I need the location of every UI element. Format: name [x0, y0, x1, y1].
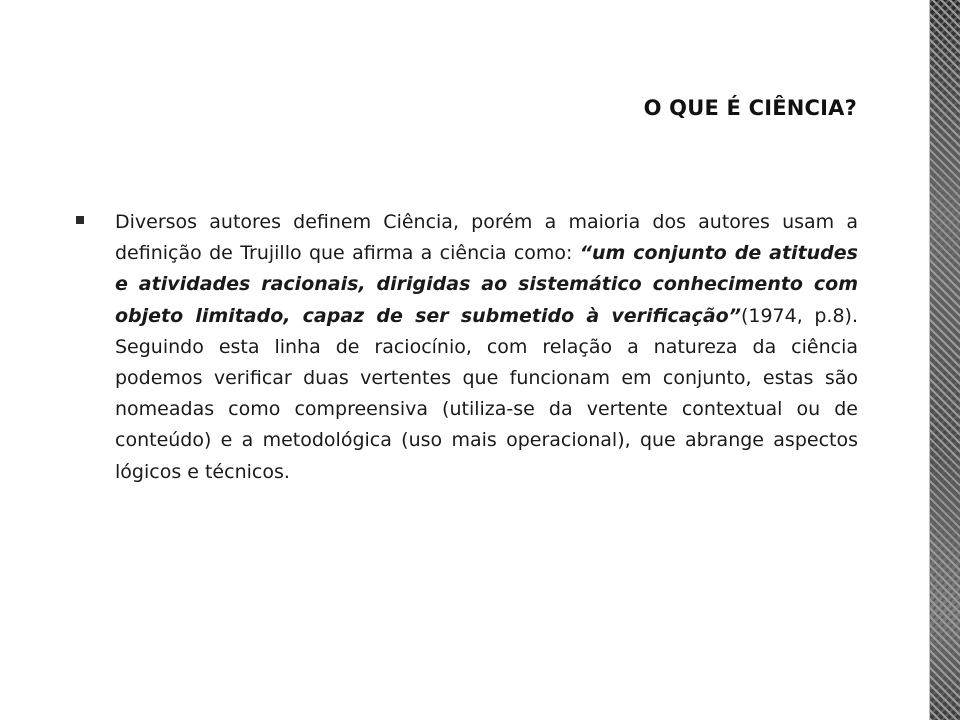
slide-content	[72, 207, 858, 488]
slide-title: O QUE É CIÊNCIA?	[643, 96, 857, 120]
trujillo-quote: “um conjunto de atitudes e atividades racionais, dirigidas ao sistemático conhecimento com objeto limitado, capaz de ser submetido à verificação”	[115, 242, 858, 327]
bullet-intro-text: Diversos autores definem Ciência, porém a maioria dos autores usam a definição de Trujillo que afirma a ciência como:	[115, 211, 858, 265]
bullet-text	[115, 207, 858, 488]
bullet-item	[72, 207, 858, 488]
square-bullet-icon	[76, 216, 84, 224]
decorative-side-strip	[929, 0, 960, 720]
bullet-rest-text: (1974, p.8). Seguindo esta linha de raciocínio, com relação a natureza da ciência podemos verificar duas vertentes que funcionam em conjunto, estas são nomeadas como compreensiva (utiliza-se da vertente contextual ou de conteúdo) e a metodológica (uso mais operacional), que abrange aspectos lógicos e técnicos.	[115, 304, 858, 483]
